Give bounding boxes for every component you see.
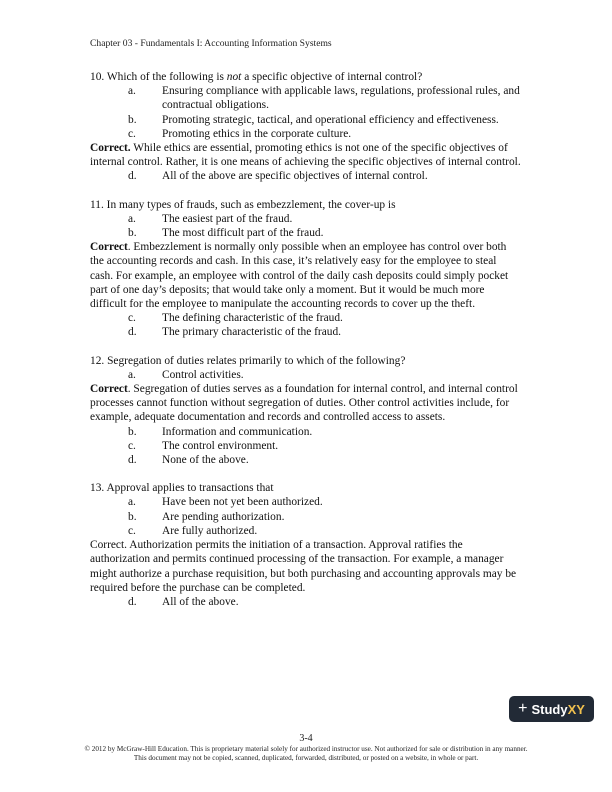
option-letter: d. xyxy=(128,326,137,339)
option-text: Have been not yet been authorized. xyxy=(162,496,323,509)
correct-label: Correct. xyxy=(90,142,131,155)
correct-label: Correct xyxy=(90,383,128,396)
question-stem: 13. Approval applies to transactions that xyxy=(90,482,274,495)
option-text: The easiest part of the fraud. xyxy=(162,212,293,225)
option-letter: a. xyxy=(128,212,136,225)
answer-explanation: Correct. Authorization permits the initiation of a transaction. Approval ratifies the authorization and permits continued processing of the transaction. For example, a manager might authorize a purchase requisition, but both purchasing and accounting approvals may be required before the purchase can be completed. xyxy=(90,539,517,594)
option-d xyxy=(90,169,522,183)
question-stem: 11. In many types of frauds, such as embezzlement, the cover-up is xyxy=(90,198,396,211)
option-d xyxy=(90,325,522,339)
answer-explanation xyxy=(90,382,522,425)
option-text: Promoting strategic, tactical, and operational efficiency and effectiveness. xyxy=(162,113,499,126)
brand-name: Study xyxy=(531,701,568,717)
option-a xyxy=(90,84,522,112)
question-stem xyxy=(90,70,522,84)
option-d xyxy=(90,453,522,467)
option-letter: a. xyxy=(128,368,136,381)
option-letter: c. xyxy=(128,127,136,140)
option-c xyxy=(90,524,522,538)
answer-explanation xyxy=(90,240,522,311)
option-c xyxy=(90,311,522,325)
studyxy-logo xyxy=(509,696,594,722)
option-letter: d. xyxy=(128,454,137,467)
explanation-text: While ethics are essential, promoting ethics is not one of the specific objectives of internal control. Rather, it is one means of achieving the specific objectives of internal control. xyxy=(90,142,521,169)
option-text: Are fully authorized. xyxy=(162,524,258,537)
option-letter: b. xyxy=(128,227,137,240)
option-letter: a. xyxy=(128,496,136,509)
option-letter: d. xyxy=(128,595,137,608)
option-text: Control activities. xyxy=(162,368,244,381)
option-a xyxy=(90,212,522,226)
option-text: The primary characteristic of the fraud. xyxy=(162,326,341,339)
option-letter: b. xyxy=(128,425,137,438)
correct-label: Correct xyxy=(90,241,128,254)
page-header: Chapter 03 - Fundamentals I: Accounting Information Systems xyxy=(90,38,332,49)
option-c xyxy=(90,439,522,453)
option-a xyxy=(90,368,522,382)
brand-accent: XY xyxy=(567,701,585,717)
option-text: The control environment. xyxy=(162,439,279,452)
answer-explanation xyxy=(90,141,522,169)
stem-emphasis: not xyxy=(226,71,242,83)
option-c xyxy=(90,127,522,141)
option-text: The most difficult part of the fraud. xyxy=(162,227,324,240)
option-text: The defining characteristic of the fraud. xyxy=(162,312,343,325)
option-b xyxy=(90,226,522,240)
option-letter: d. xyxy=(128,170,137,183)
option-text: Promoting ethics in the corporate culture. xyxy=(162,127,352,140)
option-b xyxy=(90,510,522,524)
option-text: All of the above are specific objectives of internal control. xyxy=(162,170,428,183)
option-b xyxy=(90,425,522,439)
stem-text: 10. Which of the following is xyxy=(90,71,227,83)
option-text: Ensuring compliance with applicable laws, regulations, professional rules, and contractual obligations. xyxy=(162,85,520,112)
page-footer xyxy=(80,734,532,764)
option-letter: a. xyxy=(128,85,136,98)
question-list xyxy=(90,70,522,623)
option-letter: b. xyxy=(128,113,137,126)
option-a xyxy=(90,495,522,509)
question-10 xyxy=(90,70,522,184)
option-letter: b. xyxy=(128,510,137,523)
option-letter: c. xyxy=(128,312,136,325)
question-13 xyxy=(90,481,522,609)
explanation-text: . Segregation of duties serves as a foundation for internal control, and internal control processes cannot function without segregation of duties. Other control activities include, for example, adequate documentation and records and controlled access to assets. xyxy=(90,383,518,424)
question-stem: 12. Segregation of duties relates primarily to which of the following? xyxy=(90,354,406,367)
option-text: All of the above. xyxy=(162,595,239,608)
copyright-notice: © 2012 by McGraw-Hill Education. This is proprietary material solely for authorized instructor use. Not authorized for sale or distribution in any manner. This document may not be copied, scanned, duplicated, forwarded, distributed, or posted on a website, in whole or part. xyxy=(84,745,528,763)
page-number: 3-4 xyxy=(299,733,313,744)
option-d xyxy=(90,595,522,609)
option-text: Are pending authorization. xyxy=(162,510,285,523)
option-letter: c. xyxy=(128,439,136,452)
stem-text: a specific objective of internal control? xyxy=(241,71,423,83)
option-text: None of the above. xyxy=(162,454,249,467)
question-12 xyxy=(90,354,522,468)
option-letter: c. xyxy=(128,524,136,537)
option-b xyxy=(90,113,522,127)
explanation-text: . Embezzlement is normally only possible when an employee has control over both the accounting records and cash. In this case, it’s relatively easy for the employee to steal cash. For example, an employee with control of the daily cash deposits could simply pocket part of one day’s deposits; that would take only a moment. But it would be much more difficult for the employee to manipulate the accounting records to cover up the theft. xyxy=(90,241,509,311)
option-text: Information and communication. xyxy=(162,425,313,438)
plus-icon: + xyxy=(518,700,528,717)
question-11 xyxy=(90,198,522,340)
